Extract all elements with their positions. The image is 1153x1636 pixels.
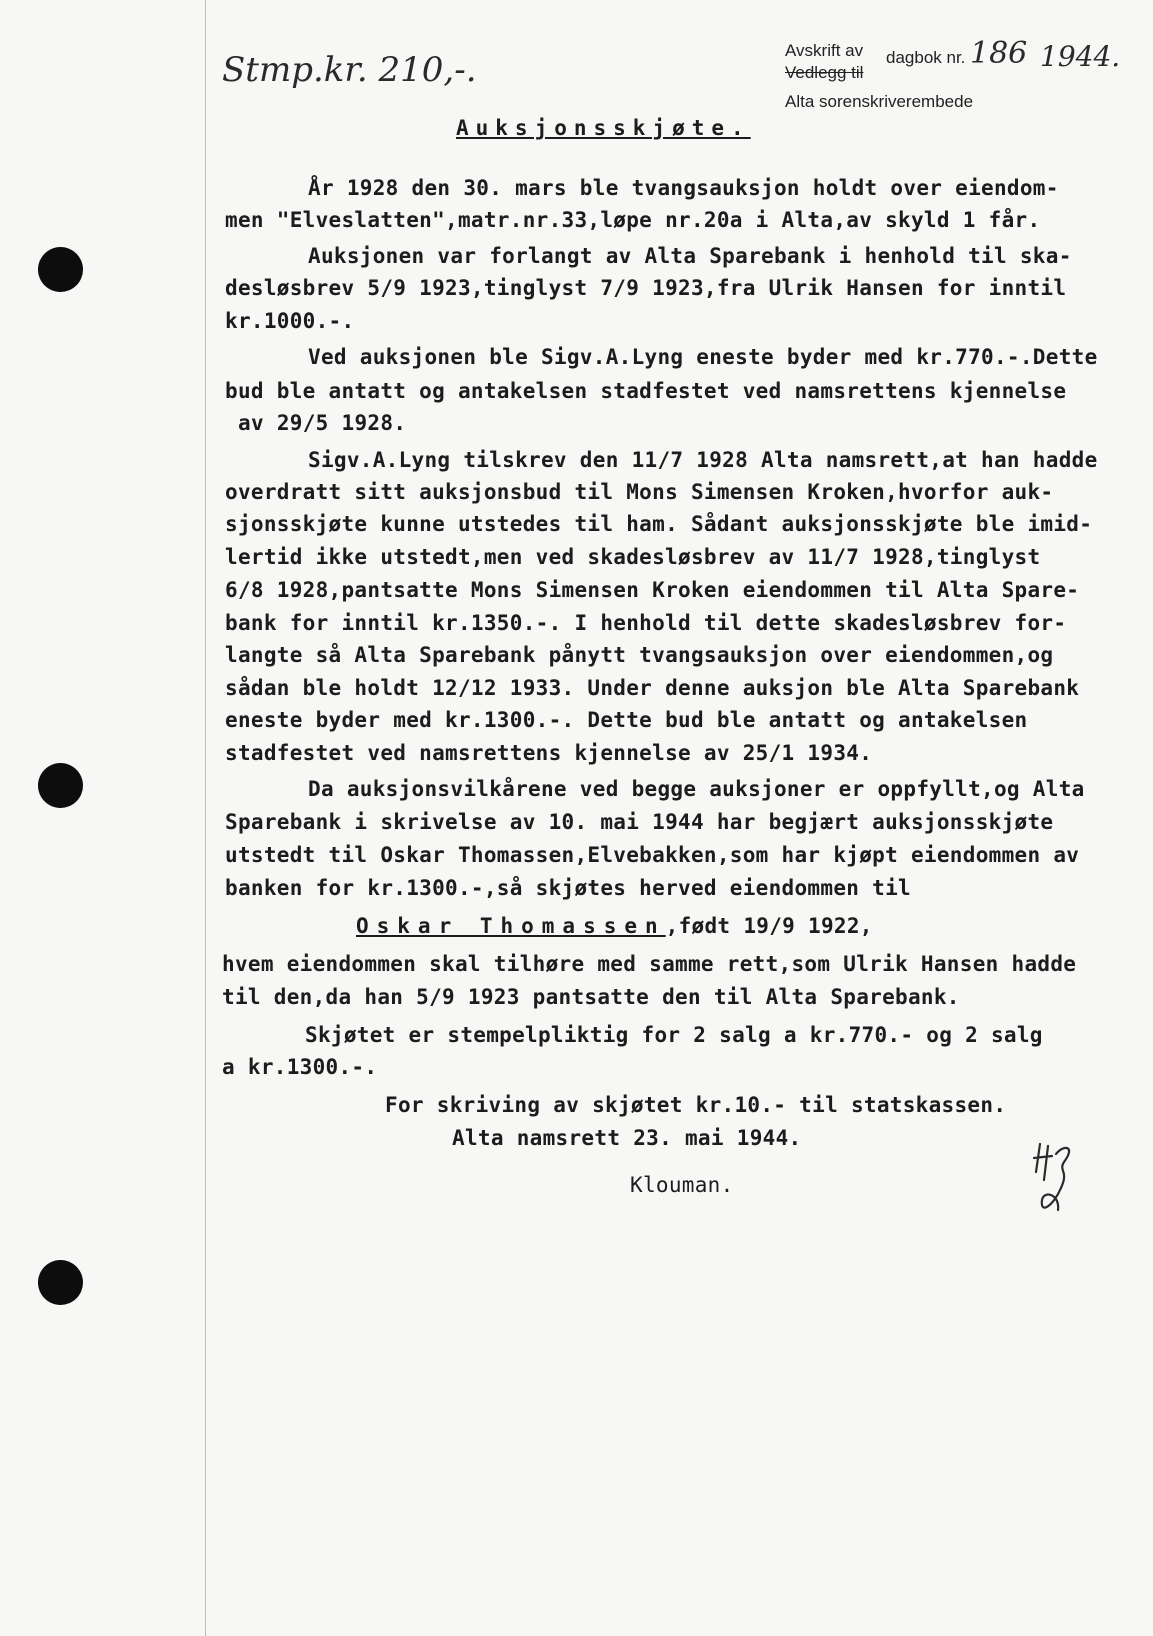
margin-note: Stmp.kr. 210,-. (222, 50, 477, 90)
body-line: Sparebank i skrivelse av 10. mai 1944 har begjært auksjonsskjøte (225, 810, 1054, 834)
stamp-line1-a: Avskrift av (785, 41, 864, 60)
document-title: Auksjonsskjøte. (456, 116, 751, 140)
body-line: Skjøtet er stempelpliktig for 2 salg a kr.770.- og 2 salg (305, 1023, 1043, 1047)
dagbok-number: 186 (970, 36, 1028, 71)
body-line: banken for kr.1300.-,så skjøtes herved eiendommen til (225, 876, 911, 900)
body-line: bank for inntil kr.1350.-. I henhold til dette skadesløsbrev for- (225, 611, 1067, 635)
body-line: Auksjonen var forlangt av Alta Sparebank i henhold til ska- (308, 244, 1072, 268)
signature-name: Klouman. (630, 1173, 734, 1197)
body-line: overdratt sitt auksjonsbud til Mons Simensen Kroken,hvorfor auk- (225, 480, 1054, 504)
stamp-line2: Vedlegg til (785, 63, 864, 82)
stamp-line3: Alta sorenskriverembede (785, 92, 974, 111)
body-line: kr.1000.-. (225, 309, 355, 333)
body-line: men "Elveslatten",matr.nr.33,løpe nr.20a i Alta,av skyld 1 får. (225, 208, 1041, 232)
body-line: eneste byder med kr.1300.-. Dette bud ble antatt og antakelsen (225, 708, 1028, 732)
body-line: stadfestet ved namsrettens kjennelse av 25/1 1934. (225, 741, 873, 765)
stamp-line1-b: dagbok nr. (886, 48, 966, 67)
punch-hole (38, 247, 83, 292)
body-line: langte så Alta Sparebank pånytt tvangsauksjon over eiendommen,og (225, 643, 1054, 667)
body-line: sådan ble holdt 12/12 1933. Under denne auksjon ble Alta Sparebank (225, 676, 1080, 700)
body-line: Sigv.A.Lyng tilskrev den 11/7 1928 Alta namsrett,at han hadde (308, 448, 1098, 472)
body-line: Alta namsrett 23. mai 1944. (452, 1126, 802, 1150)
body-line: til den,da han 5/9 1923 pantsatte den til Alta Sparebank. (222, 985, 960, 1009)
body-line: For skriving av skjøtet kr.10.- til statskassen. (385, 1093, 1007, 1117)
body-line: a kr.1300.-. (222, 1055, 378, 1079)
body-line: År 1928 den 30. mars ble tvangsauksjon holdt over eiendom- (308, 176, 1059, 200)
body-line: hvem eiendommen skal tilhøre med samme rett,som Ulrik Hansen hadde (222, 952, 1077, 976)
body-line: bud ble antatt og antakelsen stadfestet ved namsrettens kjennelse (225, 379, 1067, 403)
handwritten-initials (1030, 1140, 1080, 1220)
body-line: utstedt til Oskar Thomassen,Elvebakken,som har kjøpt eiendommen av (225, 843, 1080, 867)
body-line: Da auksjonsvilkårene ved begge auksjoner er oppfyllt,og Alta (308, 777, 1085, 801)
body-line: sjonsskjøte kunne utstedes til ham. Sådant auksjonsskjøte ble imid- (225, 512, 1093, 536)
body-line: 6/8 1928,pantsatte Mons Simensen Kroken eiendommen til Alta Spare- (225, 578, 1080, 602)
body-line: av 29/5 1928. (238, 411, 407, 435)
punch-hole (38, 763, 83, 808)
body-line: lertid ikke utstedt,men ved skadesløsbrev av 11/7 1928,tinglyst (225, 545, 1041, 569)
grantee-born: ,født 19/9 1922, (665, 914, 873, 938)
body-line: desløsbrev 5/9 1923,tinglyst 7/9 1923,fra Ulrik Hansen for inntil (225, 276, 1067, 300)
grantee-name: Oskar Thomassen (356, 914, 666, 938)
grantee-line (356, 914, 873, 938)
dagbok-year: 1944. (1040, 40, 1121, 73)
margin-rule (205, 0, 206, 1636)
body-line: Ved auksjonen ble Sigv.A.Lyng eneste byder med kr.770.-.Dette (308, 345, 1098, 369)
punch-hole (38, 1260, 83, 1305)
